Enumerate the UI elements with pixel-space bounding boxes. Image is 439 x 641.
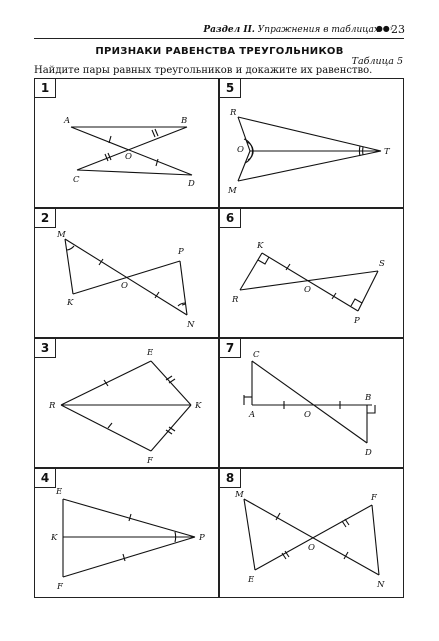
figure-2 xyxy=(34,208,219,338)
point-label: F xyxy=(57,582,63,592)
point-label: M xyxy=(235,490,244,500)
figure-number: 7 xyxy=(220,339,241,358)
figures-grid xyxy=(34,78,404,598)
point-label: K xyxy=(195,401,202,411)
point-label: A xyxy=(249,410,256,420)
point-label: S xyxy=(379,259,385,269)
section-number: Раздел II. xyxy=(203,25,255,35)
figure-3-drawing xyxy=(35,339,220,469)
figure-6 xyxy=(219,208,404,338)
figure-number: 6 xyxy=(220,209,241,228)
point-label: R xyxy=(49,401,56,411)
figure-6-drawing xyxy=(220,209,405,339)
point-label: M xyxy=(228,186,237,196)
point-label: K xyxy=(257,241,264,251)
point-label: O xyxy=(237,145,244,155)
figure-number: 4 xyxy=(35,469,56,488)
figure-5-drawing xyxy=(220,79,405,209)
figure-8 xyxy=(219,468,404,598)
point-label: O xyxy=(304,410,311,420)
point-label: O xyxy=(308,543,315,553)
point-label: P xyxy=(354,316,360,326)
point-label: N xyxy=(377,580,385,590)
task-text: Найдите пары равных треугольников и докажите их равенство. xyxy=(34,65,373,76)
page-title: ПРИЗНАКИ РАВЕНСТВА ТРЕУГОЛЬНИКОВ xyxy=(95,46,344,57)
point-label: E xyxy=(248,575,255,585)
figure-number: 1 xyxy=(35,79,56,98)
dots-icon: ●●› xyxy=(375,24,393,33)
point-label: D xyxy=(365,448,372,458)
figure-4-drawing xyxy=(35,469,220,599)
point-label: A xyxy=(64,116,71,126)
figure-5 xyxy=(219,78,404,208)
figure-8-drawing xyxy=(220,469,405,599)
figure-1-drawing xyxy=(35,79,220,209)
point-label: P xyxy=(178,247,184,257)
point-label: F xyxy=(371,493,377,503)
point-label: O xyxy=(125,152,132,162)
point-label: F xyxy=(147,456,153,466)
point-label: R xyxy=(232,295,239,305)
point-label: P xyxy=(199,533,205,543)
figure-1 xyxy=(34,78,219,208)
page-number: 23 xyxy=(391,23,405,36)
section-name: Упражнения в таблицах xyxy=(257,25,379,35)
figure-number: 3 xyxy=(35,339,56,358)
point-label: E xyxy=(56,487,63,497)
figure-number: 2 xyxy=(35,209,56,228)
page-header xyxy=(0,0,439,40)
point-label: K xyxy=(67,298,74,308)
point-label: M xyxy=(57,230,66,240)
point-label: E xyxy=(147,348,154,358)
header-rule xyxy=(34,38,404,39)
point-label: C xyxy=(253,350,260,360)
point-label: K xyxy=(51,533,58,543)
point-label: B xyxy=(181,116,188,126)
figure-2-drawing xyxy=(35,209,220,339)
point-label: N xyxy=(187,320,195,330)
table-label: Таблица 5 xyxy=(351,56,403,67)
figure-number: 5 xyxy=(220,79,241,98)
point-label: B xyxy=(365,393,372,403)
point-label: C xyxy=(73,175,80,185)
point-label: O xyxy=(304,285,311,295)
point-label: R xyxy=(230,108,237,118)
figure-7 xyxy=(219,338,404,468)
point-label: D xyxy=(188,179,195,189)
figure-number: 8 xyxy=(220,469,241,488)
figure-4 xyxy=(34,468,219,598)
section-title xyxy=(203,25,379,35)
point-label: O xyxy=(121,281,128,291)
point-label: T xyxy=(384,147,390,157)
figure-3 xyxy=(34,338,219,468)
figure-7-drawing xyxy=(220,339,405,469)
